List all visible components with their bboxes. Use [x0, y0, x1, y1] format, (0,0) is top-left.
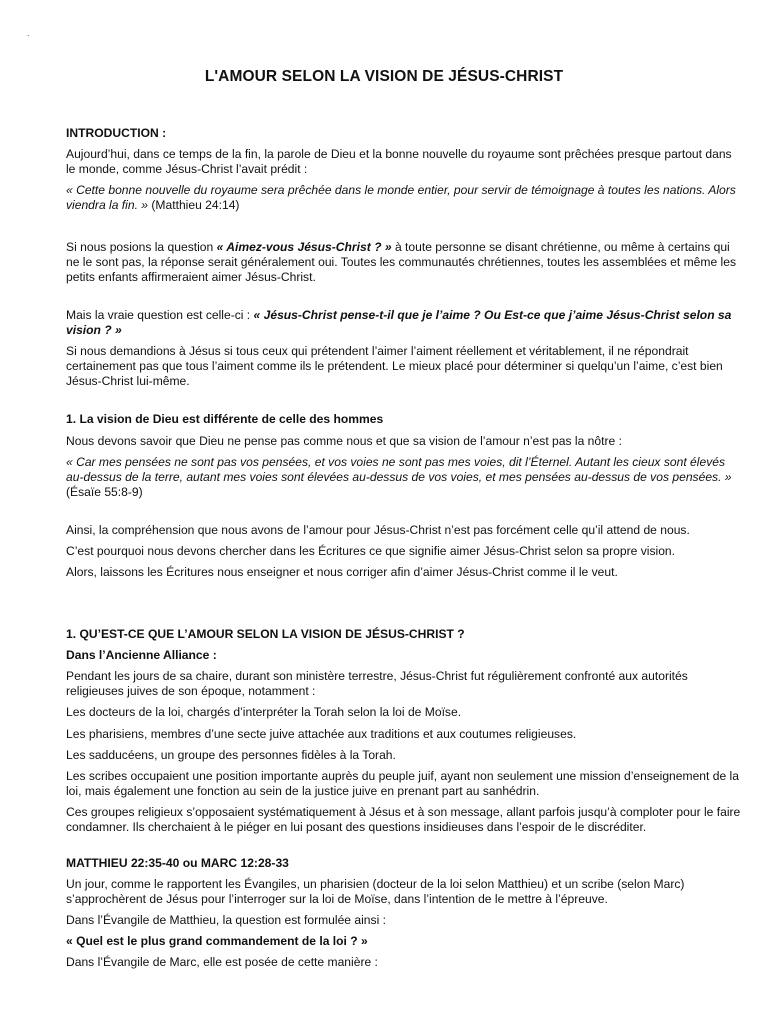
- text-run: à toute personne se disant chrétienne, ou même à certains qui ne le sont pas, la réponse serait généralement oui. Toutes les communautés chrétiennes, toutes les assemblées et même les petits enfants affirmeraient aimer Jésus-Christ.: [66, 240, 737, 285]
- page-title: L'AMOUR SELON LA VISION DE JÉSUS-CHRIST: [204, 68, 564, 85]
- paragraph: Nous devons savoir que Dieu ne pense pas comme nous et que sa vision de l’amour n’est pas la nôtre :: [66, 433, 622, 448]
- paragraph: Ainsi, la compréhension que nous avons de l’amour pour Jésus-Christ n’est pas forcément celle qu’il attend de nous.: [66, 522, 690, 537]
- section-heading: MATTHIEU 22:35-40 ou MARC 12:28-33: [66, 855, 289, 870]
- paragraph: Dans l’Évangile de Matthieu, la question est formulée ainsi :: [66, 912, 386, 927]
- bible-quote: « Cette bonne nouvelle du royaume sera prêchée dans le monde entier, pour servir de témoignage à toutes les nations. Alors viendra la fin. »: [66, 183, 736, 213]
- paragraph: Ces groupes religieux s’opposaient systématiquement à Jésus et à son message, allant parfois jusqu’à comploter pour le faire condamner. Ils cherchaient à le piéger en lui posant des questions insidieuses dans l’espoir de le discréditer.: [66, 805, 741, 835]
- paragraph: Les sadducéens, un groupe des personnes fidèles à la Torah.: [66, 748, 396, 763]
- question-emphasis: « Jésus-Christ pense-t-il que je l’aime ? Ou Est-ce que j’aime Jésus-Christ selon sa vision ? »: [66, 308, 732, 338]
- question-emphasis: « Aimez-vous Jésus-Christ ? »: [216, 240, 392, 255]
- paragraph: Pendant les jours de sa chaire, durant son ministère terrestre, Jésus-Christ fut régulièrement confronté aux autorités religieuses juives de son époque, notamment :: [66, 669, 688, 699]
- paragraph: Dans l’Évangile de Marc, elle est posée de cette manière :: [66, 955, 378, 970]
- bible-quote: « Car mes pensées ne sont pas vos pensées, et vos voies ne sont pas mes voies, dit l’Éternel. Autant les cieux sont élevés au-dessus de la terre, autant mes voies sont élevées au-dessus de vos voies, et mes pensées au-dessus de vos pensées. »: [66, 454, 732, 484]
- paragraph-real-question: [66, 308, 742, 338]
- paragraph: Les pharisiens, membres d’une secte juive attachée aux traditions et aux coutumes religieuses.: [66, 726, 577, 741]
- paragraph-quote-matthieu: [66, 183, 742, 213]
- page-mark: .: [27, 28, 30, 38]
- paragraph: Un jour, comme le rapportent les Évangiles, un pharisien (docteur de la loi selon Matthieu) et un scribe (selon Marc) s’approchèrent de Jésus pour l’interroger sur la loi de Moïse, dans l’intention de le mettre à l’épreuve.: [66, 876, 685, 906]
- intro-heading: INTRODUCTION :: [66, 126, 167, 140]
- subsection-heading: Dans l’Ancienne Alliance :: [66, 648, 217, 663]
- paragraph: Les scribes occupaient une position importante auprès du peuple juif, ayant non seulement une mission d’enseignement de la loi, mais également une fonction au sein de la justice juive en prenant part au sanhédrin.: [66, 769, 739, 799]
- section-heading: 1. QU’EST-CE QUE L’AMOUR SELON LA VISION DE JÉSUS-CHRIST ?: [66, 626, 465, 641]
- paragraph: Les docteurs de la loi, chargés d’interpréter la Torah selon la loi de Moïse.: [66, 705, 462, 720]
- bible-reference: (Ésaïe 55:8-9): [66, 484, 143, 499]
- paragraph: C’est pourquoi nous devons chercher dans les Écritures ce que signifie aimer Jésus-Christ selon sa propre vision.: [66, 544, 676, 559]
- text-run: Si nous posions la question: [66, 240, 217, 255]
- bible-reference: (Matthieu 24:14): [148, 198, 240, 213]
- paragraph: Si nous demandions à Jésus si tous ceux qui prétendent l’aimer l’aiment réellement et véritablement, il ne répondrait certainement pas que tous l’aiment comme ils le prétendent. Le mieux placé pour déterminer si quelqu’un l’aime, c’est bien Jésus-Christ lui-même.: [66, 344, 723, 389]
- paragraph-question: [66, 240, 742, 284]
- text-run: Mais la vraie question est celle-ci :: [66, 308, 254, 323]
- section-heading: 1. La vision de Dieu est différente de celle des hommes: [66, 412, 384, 427]
- document-body: [66, 126, 742, 977]
- question-quote: « Quel est le plus grand commandement de la loi ? »: [66, 934, 368, 949]
- paragraph-quote-esaie: [66, 455, 742, 499]
- paragraph: Alors, laissons les Écritures nous enseigner et nous corriger afin d’aimer Jésus-Christ comme il le veut.: [66, 565, 618, 580]
- paragraph-intro: Aujourd’hui, dans ce temps de la fin, la parole de Dieu et la bonne nouvelle du royaume sont prêchées presque partout dans le monde, comme Jésus-Christ l’avait prédit :: [66, 147, 732, 177]
